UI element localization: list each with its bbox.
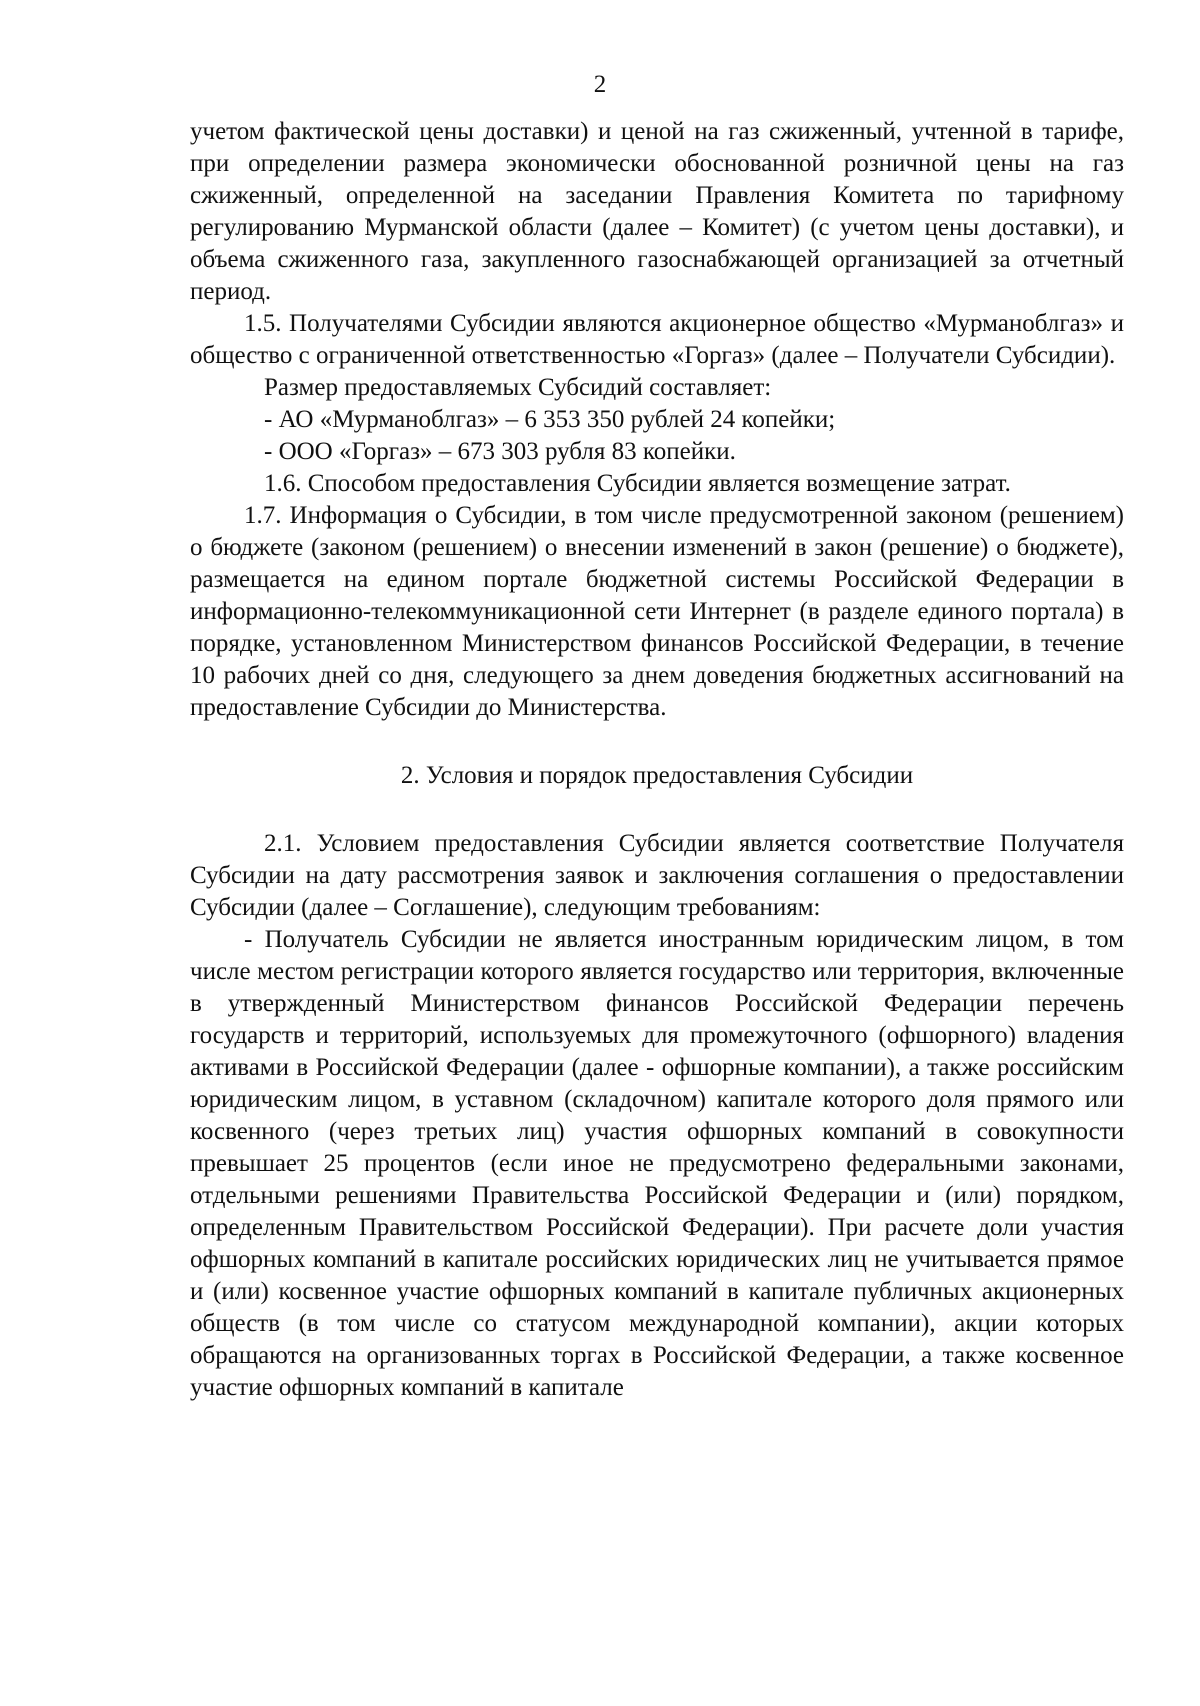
page-number: 2 — [593, 71, 607, 98]
paragraph-2-1: 2.1. Условием предоставления Субсидии является соответствие Получателя Субсидии на дату рассмотрения заявок и заключения соглашения о предоставлении Субсидии (далее – Соглашение), следующим требованиям: — [190, 830, 1124, 921]
list-item-gorgaz: - ООО «Горгаз» – 673 303 рубля 83 копейки. — [264, 438, 736, 465]
paragraph-1-7: 1.7. Информация о Субсидии, в том числе предусмотренной законом (решением) о бюджете (законом (решением) о внесении изменений в закон (решение) о бюджете), размещается на едином портале бюджетной системы Российской Федерации в информационно-телекоммуникационной сети Интернет (в разделе единого портала) в порядке, установленном Министерством финансов Российской Федерации, в течение 10 рабочих дней со дня, следующего за днем доведения бюджетных ассигнований на предоставление Субсидии до Министерства. — [190, 502, 1124, 721]
paragraph-1-6: 1.6. Способом предоставления Субсидии является возмещение затрат. — [264, 470, 1011, 497]
list-item-murmanoblgaz: - АО «Мурманоблгаз» – 6 353 350 рублей 24 копейки; — [264, 406, 836, 433]
paragraph-continuation: учетом фактической цены доставки) и ценой на газ сжиженный, учтенной в тарифе, при определении размера экономически обоснованной розничной цены на газ сжиженный, определенной на заседании Правления Комитета по тарифному регулированию Мурманской области (далее – Комитет) (с учетом цены доставки), и объема сжиженного газа, закупленного газоснабжающей организацией за отчетный период. — [190, 118, 1124, 305]
paragraph-subsidy-size: Размер предоставляемых Субсидий составляет: — [264, 374, 772, 401]
section-heading: 2. Условия и порядок предоставления Субсидии — [400, 762, 914, 789]
paragraph-1-5: 1.5. Получателями Субсидии являются акционерное общество «Мурманоблгаз» и общество с ограниченной ответственностью «Горгаз» (далее – Получатели Субсидии). — [190, 310, 1124, 369]
document-body — [190, 116, 1124, 1404]
paragraph-requirement-offshore: - Получатель Субсидии не является иностранным юридическим лицом, в том числе местом регистрации которого является государство или территория, включенные в утвержденный Министерством финансов Российской Федерации перечень государств и территорий, используемых для промежуточного (офшорного) владения активами в Российской Федерации (далее - офшорные компании), а также российским юридическим лицом, в уставном (складочном) капитале которого доля прямого или косвенного (через третьих лиц) участия офшорных компаний в совокупности превышает 25 процентов (если иное не предусмотрено федеральными законами, отдельными решениями Правительства Российской Федерации и (или) порядком, определенным Правительством Российской Федерации). При расчете доли участия офшорных компаний в капитале российских юридических лиц не учитывается прямое и (или) косвенное участие офшорных компаний в капитале публичных акционерных обществ (в том числе со статусом международной компании), акции которых обращаются на организованных торгах в Российской Федерации, а также косвенное участие офшорных компаний в капитале — [190, 926, 1124, 1401]
